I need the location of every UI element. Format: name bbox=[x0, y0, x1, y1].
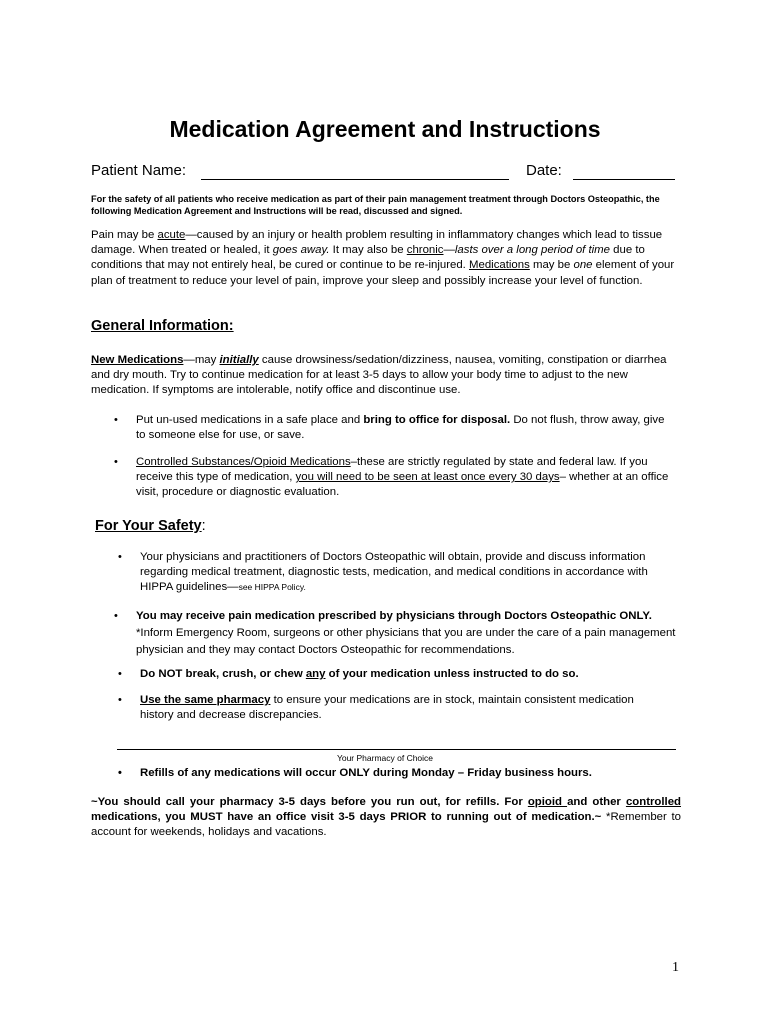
call-pharmacy-paragraph: ~You should call your pharmacy 3-5 days before you run out, for refills. For opioid and other controlled medications, you MUST have an office visit 3-5 days PRIOR to running out of medication.~ *Remember to account for weekends, holidays and vacations. bbox=[91, 796, 681, 839]
bullet-physicians-hippa: • Your physicians and practitioners of Doctors Osteopathic will obtain, provide and discuss information regarding medical treatment, diagnostic tests, medication, and medical conditions in accordance with HIPPA guidelines—see HIPPA Policy. bbox=[118, 551, 648, 594]
intro-paragraph: For the safety of all patients who receive medication as part of their pain management treatment through Doctors Osteopathic, the following Medication Agreement and Instructions will be read, discussed and signed. bbox=[91, 194, 660, 216]
chronic-term: chronic bbox=[406, 244, 444, 257]
new-medications-paragraph: New Medications—may initially cause drowsiness/sedation/dizziness, nausea, vomiting, constipation or diarrhea and dry mouth. Try to continue medication for at least 3-5 days to allow your body time to adjust to the new medication. If symptoms are intolerable, notify office and discontinue use. bbox=[91, 354, 667, 397]
bullet-prescribed-medication: • You may receive pain medication prescribed by physicians through Doctors Osteopathic ONLY. *Inform Emergency Room, surgeons or other physicians that you are under the care of a pain management physician and they may contact Doctors Osteopathic for recommendations. bbox=[114, 610, 676, 656]
patient-name-label: Patient Name: bbox=[91, 162, 187, 179]
date-line bbox=[573, 179, 675, 180]
bullet-refills: • Refills of any medications will occur ONLY during Monday – Friday business hours. bbox=[118, 767, 592, 779]
bullet-controlled-substances: • Controlled Substances/Opioid Medications–these are strictly regulated by state and federal law. If you receive this type of medication, you will need to be seen at least once every 30 days– whether at an office visit, procedure or diagnostic evaluation. bbox=[114, 456, 669, 499]
general-information-heading: General Information: bbox=[91, 318, 234, 334]
bullet-unused-medications: • Put un-used medications in a safe place and bring to office for disposal. Do not flush, throw away, give to someone else for use, or save. bbox=[114, 414, 665, 442]
pharmacy-of-choice-label: Your Pharmacy of Choice bbox=[336, 753, 434, 763]
new-medications-label: New Medications bbox=[91, 354, 184, 366]
patient-name-line bbox=[201, 179, 509, 180]
for-your-safety-heading: For Your Safety: bbox=[95, 518, 206, 534]
acute-term: acute bbox=[157, 229, 186, 241]
pain-paragraph: Pain may be acute—caused by an injury or health problem resulting in inflammatory changes which lead to tissue damage. When treated or healed, it goes away. It may also be chronic—lasts over a long period of time due to conditions that may not entirely heal, be cured or continue to be re-injured. Medications may be one element of your plan of treatment to reduce your level of pain, improve your sleep and possibly increase your level of function. bbox=[91, 229, 675, 287]
page-number: 1 bbox=[672, 960, 679, 975]
bullet-same-pharmacy: • Use the same pharmacy to ensure your medications are in stock, maintain consistent medication history and decrease discrepancies. bbox=[118, 694, 634, 722]
medications-term: Medications bbox=[469, 259, 530, 272]
bullet-do-not-break: • Do NOT break, crush, or chew any of your medication unless instructed to do so. bbox=[118, 668, 579, 680]
pharmacy-signature-line bbox=[117, 749, 676, 750]
patient-info-row bbox=[91, 162, 681, 184]
date-label: Date: bbox=[526, 162, 562, 179]
document-title: Medication Agreement and Instructions bbox=[169, 116, 601, 142]
